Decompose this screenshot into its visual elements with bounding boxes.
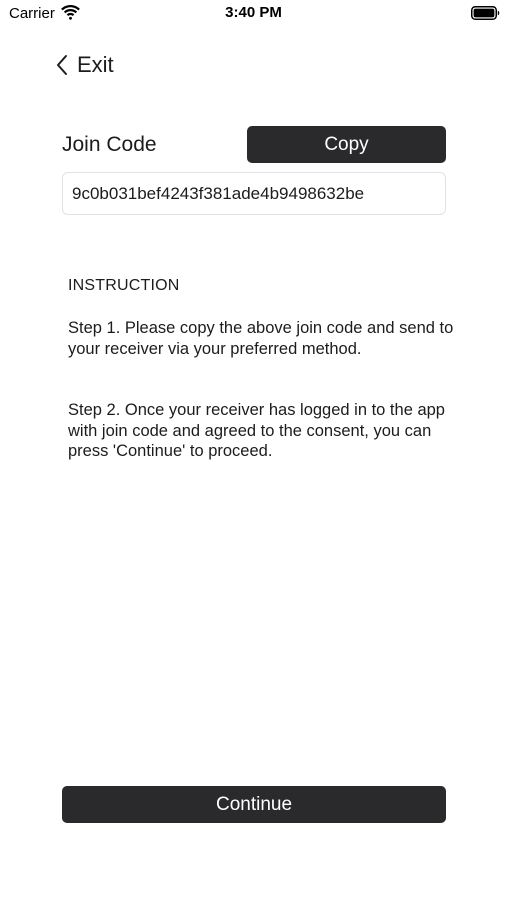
exit-button[interactable]: [55, 50, 114, 80]
instruction-title: INSTRUCTION: [68, 277, 180, 294]
status-bar: [0, 0, 507, 28]
exit-label: Exit: [77, 52, 114, 77]
copy-button[interactable]: Copy: [247, 126, 446, 163]
continue-button[interactable]: Continue: [62, 786, 446, 823]
join-code-field[interactable]: [62, 172, 446, 215]
instruction-step-1: Step 1. Please copy the above join code and send to your receiver via your preferred method.: [68, 319, 454, 358]
join-code-label: Join Code: [62, 133, 157, 156]
battery-icon: [471, 6, 500, 20]
clock: 3:40 PM: [225, 4, 282, 21]
chevron-left-icon: [55, 54, 69, 76]
carrier-label: Carrier: [9, 5, 55, 22]
instruction-step-2: Step 2. Once your receiver has logged in to the app with join code and agreed to the consent, you can press 'Continue' to proceed.: [68, 401, 445, 460]
